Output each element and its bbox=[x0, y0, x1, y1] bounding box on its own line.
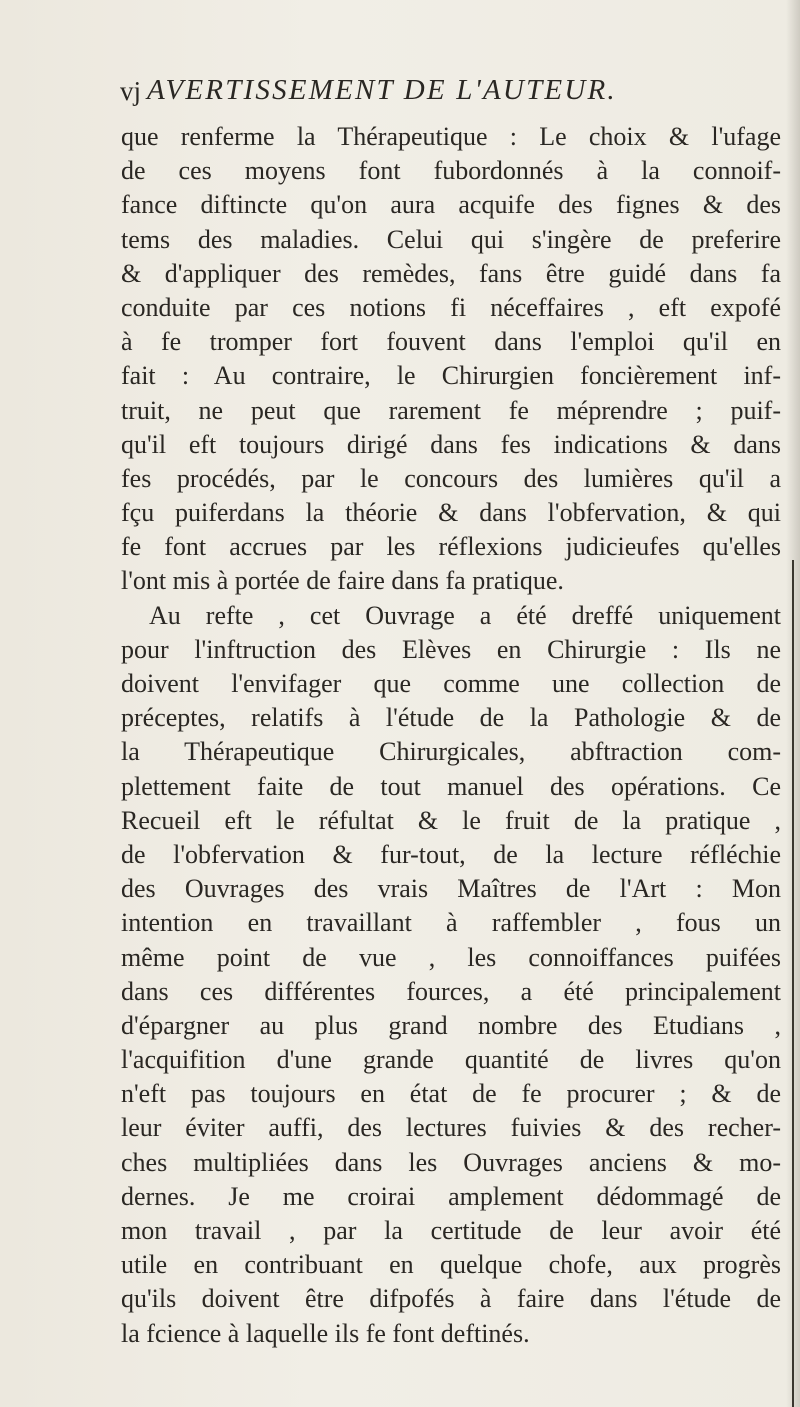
text-line: d'épargner au plus grand nombre des Etudians , bbox=[121, 1010, 781, 1040]
text-line: fait : Au contraire, le Chirurgien foncièrement inf- bbox=[121, 361, 781, 391]
text-line: ches multipliées dans les Ouvrages anciens & mo- bbox=[121, 1147, 781, 1177]
text-line: leur éviter auffi, des lectures fuivies & des recher- bbox=[121, 1113, 781, 1143]
text-line: Recueil eft le réfultat & le fruit de la pratique , bbox=[121, 805, 781, 835]
body-text bbox=[121, 120, 781, 1351]
text-line: qu'ils doivent être difpofés à faire dans l'étude de bbox=[121, 1284, 781, 1314]
paragraph-end-line: la fcience à laquelle ils fe font deftinés. bbox=[121, 1318, 530, 1348]
text-line: de l'obfervation & fur-tout, de la lecture réfléchie bbox=[121, 839, 781, 869]
text-line: fe font accrues par les réflexions judicieufes qu'elles bbox=[121, 532, 781, 562]
text-line: tems des maladies. Celui qui s'ingère de preferire bbox=[121, 224, 781, 254]
text-line: que renferme la Thérapeutique : Le choix & l'ufage bbox=[121, 122, 781, 151]
paragraph-start-line: Au refte , cet Ouvrage a été dreffé uniquement bbox=[149, 600, 781, 630]
text-line: de ces moyens font fubordonnés à la connoif- bbox=[121, 156, 781, 186]
running-head: AVERTISSEMENT DE L'AUTEUR. bbox=[147, 74, 617, 106]
text-line: pour l'inftruction des Elèves en Chirurgie : Ils ne bbox=[121, 634, 781, 664]
paragraph-end-line: l'ont mis à portée de faire dans fa pratique. bbox=[121, 566, 564, 596]
facing-page-edge bbox=[792, 560, 794, 1407]
text-line: qu'il eft toujours dirigé dans fes indications & dans bbox=[121, 429, 781, 459]
text-line: dernes. Je me croirai amplement dédommagé de bbox=[121, 1181, 781, 1211]
text-line: intention en travaillant à raffembler , fous un bbox=[121, 908, 781, 938]
text-line: même point de vue , les connoiffances puifées bbox=[121, 942, 781, 972]
text-line: mon travail , par la certitude de leur avoir été bbox=[121, 1216, 781, 1245]
text-line: truit, ne peut que rarement fe méprendre ; puif- bbox=[121, 395, 781, 425]
text-line: fance diftincte qu'on aura acquife des fignes & des bbox=[121, 190, 781, 220]
text-line: préceptes, relatifs à l'étude de la Pathologie & de bbox=[121, 703, 781, 733]
page-number: vj bbox=[120, 76, 142, 106]
text-line: fes procédés, par le concours des lumières qu'il a bbox=[121, 463, 781, 493]
text-line: des Ouvrages des vrais Maîtres de l'Art : Mon bbox=[121, 874, 781, 904]
text-line: & d'appliquer des remèdes, fans être guidé dans fa bbox=[121, 258, 781, 288]
text-line: fçu puiferdans la théorie & dans l'obfervation, & qui bbox=[121, 498, 781, 528]
text-line: utile en contribuant en quelque chofe, aux progrès bbox=[121, 1250, 781, 1280]
text-line: plettement faite de tout manuel des opérations. Ce bbox=[121, 771, 781, 801]
text-line: l'acquifition d'une grande quantité de livres qu'on bbox=[121, 1045, 781, 1075]
text-line: conduite par ces notions fi néceffaires , eft expofé bbox=[121, 292, 781, 322]
text-line: doivent l'envifager que comme une collection de bbox=[121, 669, 781, 698]
text-line: dans ces différentes fources, a été principalement bbox=[121, 976, 781, 1006]
text-line: la Thérapeutique Chirurgicales, abftraction com- bbox=[121, 737, 781, 767]
page-header bbox=[120, 70, 780, 114]
text-line: n'eft pas toujours en état de fe procurer ; & de bbox=[121, 1079, 781, 1109]
text-line: à fe tromper fort fouvent dans l'emploi qu'il en bbox=[121, 327, 781, 357]
